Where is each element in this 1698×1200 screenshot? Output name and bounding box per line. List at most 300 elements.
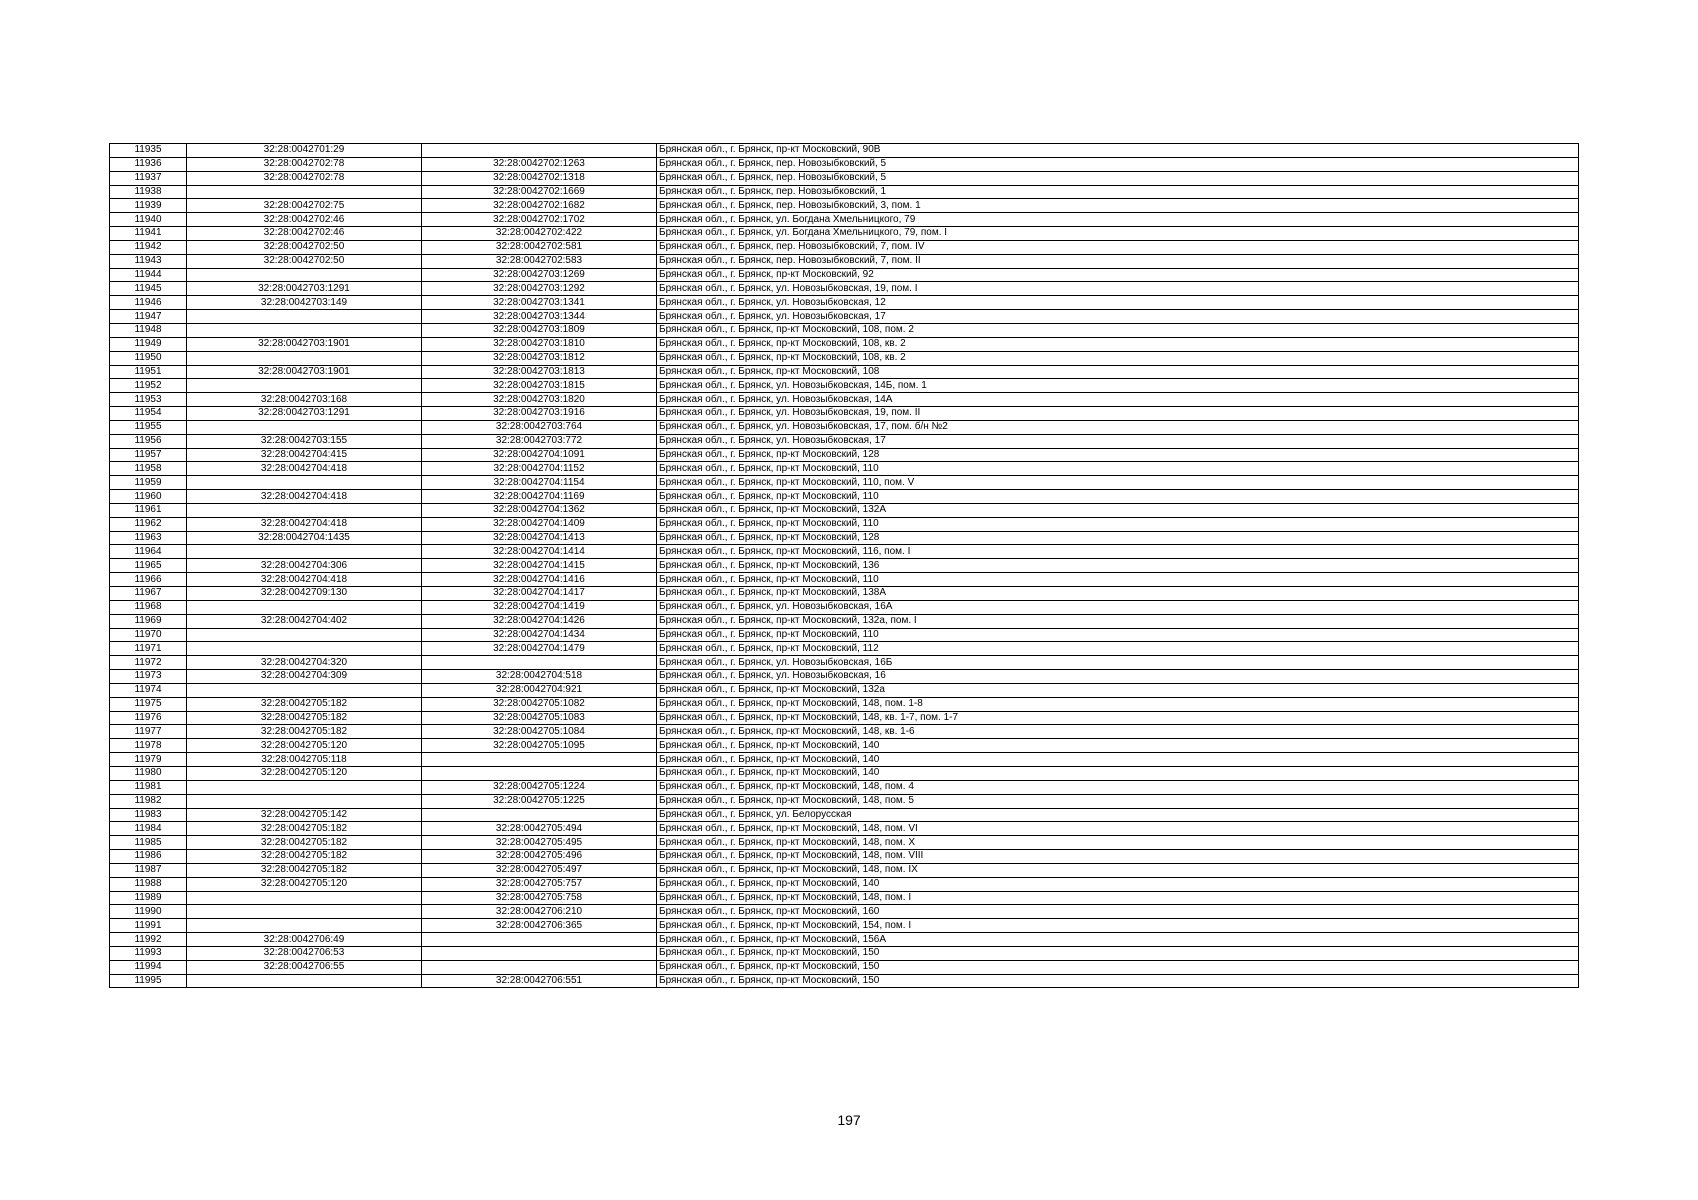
table-row <box>110 766 1579 780</box>
table-row <box>110 185 1579 199</box>
row-number-cell: 11970 <box>110 628 187 642</box>
land-cadastral-number-cell: 32:28:0042704:418 <box>187 462 422 476</box>
address-cell: Брянская обл., г. Брянск, пр-кт Московский, 108, пом. 2 <box>657 323 1579 337</box>
table-row <box>110 420 1579 434</box>
land-cadastral-number-cell <box>187 420 422 434</box>
address-cell: Брянская обл., г. Брянск, пр-кт Московский, 156А <box>657 933 1579 947</box>
building-cadastral-number-cell: 32:28:0042702:422 <box>422 227 657 241</box>
land-cadastral-number-cell: 32:28:0042705:182 <box>187 697 422 711</box>
row-number-cell: 11975 <box>110 697 187 711</box>
building-cadastral-number-cell <box>422 656 657 670</box>
land-cadastral-number-cell: 32:28:0042703:1291 <box>187 282 422 296</box>
address-cell: Брянская обл., г. Брянск, пр-кт Московский, 132а, пом. I <box>657 614 1579 628</box>
row-number-cell: 11967 <box>110 587 187 601</box>
land-cadastral-number-cell <box>187 891 422 905</box>
row-number-cell: 11995 <box>110 974 187 988</box>
row-number-cell: 11966 <box>110 573 187 587</box>
address-cell: Брянская обл., г. Брянск, пр-кт Московский, 148, пом. 1-8 <box>657 697 1579 711</box>
address-cell: Брянская обл., г. Брянск, ул. Новозыбковская, 14Б, пом. 1 <box>657 379 1579 393</box>
address-cell: Брянская обл., г. Брянск, ул. Новозыбковская, 17, пом. б/н №2 <box>657 420 1579 434</box>
table-row <box>110 946 1579 960</box>
address-cell: Брянская обл., г. Брянск, ул. Новозыбковская, 16А <box>657 600 1579 614</box>
row-number-cell: 11971 <box>110 642 187 656</box>
registry-table-body <box>110 144 1579 988</box>
table-row <box>110 850 1579 864</box>
row-number-cell: 11989 <box>110 891 187 905</box>
row-number-cell: 11978 <box>110 739 187 753</box>
row-number-cell: 11960 <box>110 490 187 504</box>
building-cadastral-number-cell: 32:28:0042705:1224 <box>422 780 657 794</box>
address-cell: Брянская обл., г. Брянск, пр-кт Московский, 160 <box>657 905 1579 919</box>
table-row <box>110 503 1579 517</box>
table-row <box>110 282 1579 296</box>
row-number-cell: 11961 <box>110 503 187 517</box>
land-cadastral-number-cell: 32:28:0042704:1435 <box>187 531 422 545</box>
row-number-cell: 11954 <box>110 407 187 421</box>
row-number-cell: 11973 <box>110 670 187 684</box>
address-cell: Брянская обл., г. Брянск, пр-кт Московский, 128 <box>657 448 1579 462</box>
row-number-cell: 11964 <box>110 545 187 559</box>
building-cadastral-number-cell: 32:28:0042704:1152 <box>422 462 657 476</box>
table-row <box>110 670 1579 684</box>
building-cadastral-number-cell: 32:28:0042705:497 <box>422 863 657 877</box>
row-number-cell: 11944 <box>110 268 187 282</box>
address-cell: Брянская обл., г. Брянск, ул. Новозыбковская, 19, пом. II <box>657 407 1579 421</box>
building-cadastral-number-cell: 32:28:0042705:496 <box>422 850 657 864</box>
address-cell: Брянская обл., г. Брянск, пер. Новозыбковский, 7, пом. IV <box>657 240 1579 254</box>
building-cadastral-number-cell <box>422 946 657 960</box>
land-cadastral-number-cell: 32:28:0042705:182 <box>187 822 422 836</box>
row-number-cell: 11941 <box>110 227 187 241</box>
row-number-cell: 11968 <box>110 600 187 614</box>
building-cadastral-number-cell: 32:28:0042703:1269 <box>422 268 657 282</box>
table-row <box>110 808 1579 822</box>
table-row <box>110 822 1579 836</box>
address-cell: Брянская обл., г. Брянск, пр-кт Московский, 148, пом. I <box>657 891 1579 905</box>
building-cadastral-number-cell: 32:28:0042704:1426 <box>422 614 657 628</box>
land-cadastral-number-cell: 32:28:0042703:168 <box>187 393 422 407</box>
row-number-cell: 11940 <box>110 213 187 227</box>
land-cadastral-number-cell: 32:28:0042702:50 <box>187 254 422 268</box>
building-cadastral-number-cell: 32:28:0042702:1263 <box>422 157 657 171</box>
building-cadastral-number-cell: 32:28:0042704:921 <box>422 683 657 697</box>
table-row <box>110 407 1579 421</box>
address-cell: Брянская обл., г. Брянск, пр-кт Московский, 90В <box>657 144 1579 158</box>
building-cadastral-number-cell: 32:28:0042706:210 <box>422 905 657 919</box>
address-cell: Брянская обл., г. Брянск, ул. Новозыбковская, 14А <box>657 393 1579 407</box>
row-number-cell: 11994 <box>110 960 187 974</box>
address-cell: Брянская обл., г. Брянск, ул. Богдана Хмельницкого, 79 <box>657 213 1579 227</box>
building-cadastral-number-cell: 32:28:0042704:1415 <box>422 559 657 573</box>
building-cadastral-number-cell: 32:28:0042704:1414 <box>422 545 657 559</box>
address-cell: Брянская обл., г. Брянск, пр-кт Московский, 148, пом. X <box>657 836 1579 850</box>
land-cadastral-number-cell: 32:28:0042702:78 <box>187 157 422 171</box>
land-cadastral-number-cell: 32:28:0042704:320 <box>187 656 422 670</box>
row-number-cell: 11976 <box>110 711 187 725</box>
row-number-cell: 11990 <box>110 905 187 919</box>
row-number-cell: 11953 <box>110 393 187 407</box>
address-cell: Брянская обл., г. Брянск, пер. Новозыбковский, 1 <box>657 185 1579 199</box>
address-cell: Брянская обл., г. Брянск, ул. Новозыбковская, 16Б <box>657 656 1579 670</box>
row-number-cell: 11988 <box>110 877 187 891</box>
table-row <box>110 587 1579 601</box>
table-row <box>110 974 1579 988</box>
building-cadastral-number-cell: 32:28:0042705:495 <box>422 836 657 850</box>
table-row <box>110 559 1579 573</box>
table-row <box>110 614 1579 628</box>
building-cadastral-number-cell: 32:28:0042703:772 <box>422 434 657 448</box>
building-cadastral-number-cell <box>422 960 657 974</box>
building-cadastral-number-cell: 32:28:0042702:1682 <box>422 199 657 213</box>
address-cell: Брянская обл., г. Брянск, пр-кт Московский, 148, кв. 1-6 <box>657 725 1579 739</box>
table-row <box>110 794 1579 808</box>
address-cell: Брянская обл., г. Брянск, пр-кт Московский, 132А <box>657 503 1579 517</box>
land-cadastral-number-cell: 32:28:0042705:182 <box>187 850 422 864</box>
land-cadastral-number-cell: 32:28:0042704:418 <box>187 517 422 531</box>
table-row <box>110 739 1579 753</box>
land-cadastral-number-cell: 32:28:0042704:306 <box>187 559 422 573</box>
building-cadastral-number-cell: 32:28:0042704:1434 <box>422 628 657 642</box>
building-cadastral-number-cell <box>422 144 657 158</box>
table-row <box>110 351 1579 365</box>
address-cell: Брянская обл., г. Брянск, пр-кт Московский, 110 <box>657 517 1579 531</box>
table-row <box>110 199 1579 213</box>
row-number-cell: 11993 <box>110 946 187 960</box>
address-cell: Брянская обл., г. Брянск, пр-кт Московский, 132а <box>657 683 1579 697</box>
table-row <box>110 379 1579 393</box>
building-cadastral-number-cell: 32:28:0042706:551 <box>422 974 657 988</box>
building-cadastral-number-cell: 32:28:0042704:1169 <box>422 490 657 504</box>
building-cadastral-number-cell: 32:28:0042703:1916 <box>422 407 657 421</box>
building-cadastral-number-cell: 32:28:0042703:1815 <box>422 379 657 393</box>
land-cadastral-number-cell: 32:28:0042704:402 <box>187 614 422 628</box>
building-cadastral-number-cell: 32:28:0042704:1417 <box>422 587 657 601</box>
land-cadastral-number-cell: 32:28:0042705:142 <box>187 808 422 822</box>
table-row <box>110 725 1579 739</box>
row-number-cell: 11946 <box>110 296 187 310</box>
land-cadastral-number-cell: 32:28:0042705:120 <box>187 739 422 753</box>
land-cadastral-number-cell <box>187 323 422 337</box>
land-cadastral-number-cell: 32:28:0042702:78 <box>187 171 422 185</box>
table-row <box>110 891 1579 905</box>
building-cadastral-number-cell: 32:28:0042705:1084 <box>422 725 657 739</box>
address-cell: Брянская обл., г. Брянск, пр-кт Московский, 150 <box>657 960 1579 974</box>
address-cell: Брянская обл., г. Брянск, пр-кт Московский, 140 <box>657 877 1579 891</box>
row-number-cell: 11937 <box>110 171 187 185</box>
building-cadastral-number-cell: 32:28:0042703:1820 <box>422 393 657 407</box>
building-cadastral-number-cell: 32:28:0042705:1225 <box>422 794 657 808</box>
land-cadastral-number-cell: 32:28:0042704:309 <box>187 670 422 684</box>
address-cell: Брянская обл., г. Брянск, пр-кт Московский, 140 <box>657 739 1579 753</box>
row-number-cell: 11938 <box>110 185 187 199</box>
building-cadastral-number-cell: 32:28:0042703:1292 <box>422 282 657 296</box>
table-row <box>110 517 1579 531</box>
row-number-cell: 11936 <box>110 157 187 171</box>
address-cell: Брянская обл., г. Брянск, пр-кт Московский, 148, кв. 1-7, пом. 1-7 <box>657 711 1579 725</box>
building-cadastral-number-cell: 32:28:0042703:1812 <box>422 351 657 365</box>
row-number-cell: 11963 <box>110 531 187 545</box>
building-cadastral-number-cell: 32:28:0042702:1318 <box>422 171 657 185</box>
building-cadastral-number-cell: 32:28:0042702:1669 <box>422 185 657 199</box>
land-cadastral-number-cell: 32:28:0042704:418 <box>187 573 422 587</box>
building-cadastral-number-cell: 32:28:0042704:1413 <box>422 531 657 545</box>
land-cadastral-number-cell: 32:28:0042702:75 <box>187 199 422 213</box>
land-cadastral-number-cell <box>187 600 422 614</box>
land-cadastral-number-cell: 32:28:0042702:46 <box>187 227 422 241</box>
land-cadastral-number-cell: 32:28:0042706:55 <box>187 960 422 974</box>
row-number-cell: 11981 <box>110 780 187 794</box>
land-cadastral-number-cell: 32:28:0042703:149 <box>187 296 422 310</box>
row-number-cell: 11956 <box>110 434 187 448</box>
address-cell: Брянская обл., г. Брянск, пр-кт Московский, 110 <box>657 490 1579 504</box>
land-cadastral-number-cell: 32:28:0042702:46 <box>187 213 422 227</box>
address-cell: Брянская обл., г. Брянск, пр-кт Московский, 148, пом. 5 <box>657 794 1579 808</box>
address-cell: Брянская обл., г. Брянск, пр-кт Московский, 140 <box>657 753 1579 767</box>
address-cell: Брянская обл., г. Брянск, ул. Богдана Хмельницкого, 79, пом. I <box>657 227 1579 241</box>
building-cadastral-number-cell: 32:28:0042704:1091 <box>422 448 657 462</box>
table-row <box>110 434 1579 448</box>
land-cadastral-number-cell <box>187 905 422 919</box>
row-number-cell: 11974 <box>110 683 187 697</box>
address-cell: Брянская обл., г. Брянск, пр-кт Московский, 150 <box>657 974 1579 988</box>
table-row <box>110 144 1579 158</box>
table-row <box>110 227 1579 241</box>
table-row <box>110 365 1579 379</box>
land-cadastral-number-cell <box>187 642 422 656</box>
row-number-cell: 11987 <box>110 863 187 877</box>
building-cadastral-number-cell: 32:28:0042704:1362 <box>422 503 657 517</box>
address-cell: Брянская обл., г. Брянск, пр-кт Московский, 128 <box>657 531 1579 545</box>
building-cadastral-number-cell: 32:28:0042703:764 <box>422 420 657 434</box>
land-cadastral-number-cell <box>187 268 422 282</box>
land-cadastral-number-cell <box>187 351 422 365</box>
land-cadastral-number-cell: 32:28:0042704:418 <box>187 490 422 504</box>
address-cell: Брянская обл., г. Брянск, пр-кт Московский, 148, пом. 4 <box>657 780 1579 794</box>
table-row <box>110 697 1579 711</box>
row-number-cell: 11948 <box>110 323 187 337</box>
table-row <box>110 531 1579 545</box>
row-number-cell: 11958 <box>110 462 187 476</box>
table-row <box>110 600 1579 614</box>
land-cadastral-number-cell: 32:28:0042703:1291 <box>187 407 422 421</box>
land-cadastral-number-cell: 32:28:0042709:130 <box>187 587 422 601</box>
table-row <box>110 836 1579 850</box>
page-number: 197 <box>837 1112 861 1128</box>
row-number-cell: 11986 <box>110 850 187 864</box>
row-number-cell: 11965 <box>110 559 187 573</box>
address-cell: Брянская обл., г. Брянск, пр-кт Московский, 150 <box>657 946 1579 960</box>
land-cadastral-number-cell: 32:28:0042706:49 <box>187 933 422 947</box>
address-cell: Брянская обл., г. Брянск, ул. Новозыбковская, 19, пом. I <box>657 282 1579 296</box>
building-cadastral-number-cell: 32:28:0042705:757 <box>422 877 657 891</box>
building-cadastral-number-cell: 32:28:0042705:1083 <box>422 711 657 725</box>
address-cell: Брянская обл., г. Брянск, пр-кт Московский, 110, пом. V <box>657 476 1579 490</box>
land-cadastral-number-cell <box>187 780 422 794</box>
table-row <box>110 157 1579 171</box>
table-row <box>110 462 1579 476</box>
table-row <box>110 323 1579 337</box>
row-number-cell: 11947 <box>110 310 187 324</box>
table-row <box>110 933 1579 947</box>
land-cadastral-number-cell: 32:28:0042705:120 <box>187 766 422 780</box>
building-cadastral-number-cell: 32:28:0042704:1479 <box>422 642 657 656</box>
row-number-cell: 11942 <box>110 240 187 254</box>
land-cadastral-number-cell: 32:28:0042703:155 <box>187 434 422 448</box>
building-cadastral-number-cell: 32:28:0042704:1409 <box>422 517 657 531</box>
row-number-cell: 11945 <box>110 282 187 296</box>
table-row <box>110 573 1579 587</box>
land-cadastral-number-cell <box>187 683 422 697</box>
row-number-cell: 11979 <box>110 753 187 767</box>
address-cell: Брянская обл., г. Брянск, ул. Новозыбковская, 12 <box>657 296 1579 310</box>
table-row <box>110 642 1579 656</box>
row-number-cell: 11982 <box>110 794 187 808</box>
table-row <box>110 545 1579 559</box>
building-cadastral-number-cell: 32:28:0042704:1419 <box>422 600 657 614</box>
land-cadastral-number-cell: 32:28:0042703:1901 <box>187 337 422 351</box>
land-cadastral-number-cell: 32:28:0042705:118 <box>187 753 422 767</box>
row-number-cell: 11962 <box>110 517 187 531</box>
table-row <box>110 960 1579 974</box>
land-cadastral-number-cell: 32:28:0042705:182 <box>187 836 422 850</box>
building-cadastral-number-cell <box>422 753 657 767</box>
address-cell: Брянская обл., г. Брянск, пр-кт Московский, 110 <box>657 462 1579 476</box>
building-cadastral-number-cell <box>422 808 657 822</box>
table-row <box>110 656 1579 670</box>
row-number-cell: 11983 <box>110 808 187 822</box>
building-cadastral-number-cell: 32:28:0042705:494 <box>422 822 657 836</box>
row-number-cell: 11951 <box>110 365 187 379</box>
row-number-cell: 11959 <box>110 476 187 490</box>
land-cadastral-number-cell <box>187 476 422 490</box>
table-row <box>110 919 1579 933</box>
building-cadastral-number-cell: 32:28:0042702:581 <box>422 240 657 254</box>
land-cadastral-number-cell <box>187 545 422 559</box>
row-number-cell: 11985 <box>110 836 187 850</box>
row-number-cell: 11949 <box>110 337 187 351</box>
table-row <box>110 240 1579 254</box>
building-cadastral-number-cell <box>422 933 657 947</box>
table-row <box>110 310 1579 324</box>
table-row <box>110 448 1579 462</box>
row-number-cell: 11980 <box>110 766 187 780</box>
land-cadastral-number-cell: 32:28:0042703:1901 <box>187 365 422 379</box>
address-cell: Брянская обл., г. Брянск, пр-кт Московский, 110 <box>657 628 1579 642</box>
address-cell: Брянская обл., г. Брянск, пер. Новозыбковский, 3, пом. 1 <box>657 199 1579 213</box>
building-cadastral-number-cell: 32:28:0042702:583 <box>422 254 657 268</box>
land-cadastral-number-cell: 32:28:0042704:415 <box>187 448 422 462</box>
land-cadastral-number-cell <box>187 919 422 933</box>
row-number-cell: 11950 <box>110 351 187 365</box>
table-row <box>110 268 1579 282</box>
land-cadastral-number-cell: 32:28:0042702:50 <box>187 240 422 254</box>
row-number-cell: 11957 <box>110 448 187 462</box>
land-cadastral-number-cell <box>187 379 422 393</box>
row-number-cell: 11984 <box>110 822 187 836</box>
address-cell: Брянская обл., г. Брянск, ул. Белорусская <box>657 808 1579 822</box>
address-cell: Брянская обл., г. Брянск, пр-кт Московский, 116, пом. I <box>657 545 1579 559</box>
table-row <box>110 213 1579 227</box>
row-number-cell: 11969 <box>110 614 187 628</box>
land-cadastral-number-cell: 32:28:0042705:182 <box>187 711 422 725</box>
building-cadastral-number-cell: 32:28:0042705:758 <box>422 891 657 905</box>
address-cell: Брянская обл., г. Брянск, пр-кт Московский, 140 <box>657 766 1579 780</box>
building-cadastral-number-cell: 32:28:0042704:1416 <box>422 573 657 587</box>
building-cadastral-number-cell: 32:28:0042704:1154 <box>422 476 657 490</box>
table-row <box>110 863 1579 877</box>
table-row <box>110 254 1579 268</box>
address-cell: Брянская обл., г. Брянск, пер. Новозыбковский, 7, пом. II <box>657 254 1579 268</box>
address-cell: Брянская обл., г. Брянск, пр-кт Московский, 112 <box>657 642 1579 656</box>
row-number-cell: 11943 <box>110 254 187 268</box>
land-cadastral-number-cell <box>187 974 422 988</box>
building-cadastral-number-cell: 32:28:0042703:1344 <box>422 310 657 324</box>
table-row <box>110 905 1579 919</box>
land-cadastral-number-cell <box>187 185 422 199</box>
table-row <box>110 476 1579 490</box>
table-row <box>110 171 1579 185</box>
address-cell: Брянская обл., г. Брянск, ул. Новозыбковская, 17 <box>657 310 1579 324</box>
row-number-cell: 11992 <box>110 933 187 947</box>
address-cell: Брянская обл., г. Брянск, ул. Новозыбковская, 16 <box>657 670 1579 684</box>
table-row <box>110 628 1579 642</box>
building-cadastral-number-cell: 32:28:0042705:1082 <box>422 697 657 711</box>
land-cadastral-number-cell: 32:28:0042706:53 <box>187 946 422 960</box>
table-row <box>110 753 1579 767</box>
row-number-cell: 11955 <box>110 420 187 434</box>
building-cadastral-number-cell: 32:28:0042703:1809 <box>422 323 657 337</box>
registry-table <box>109 143 1579 988</box>
address-cell: Брянская обл., г. Брянск, пр-кт Московский, 108 <box>657 365 1579 379</box>
building-cadastral-number-cell: 32:28:0042702:1702 <box>422 213 657 227</box>
table-row <box>110 683 1579 697</box>
table-row <box>110 877 1579 891</box>
table-row <box>110 296 1579 310</box>
table-row <box>110 490 1579 504</box>
row-number-cell: 11952 <box>110 379 187 393</box>
table-row <box>110 337 1579 351</box>
building-cadastral-number-cell: 32:28:0042706:365 <box>422 919 657 933</box>
building-cadastral-number-cell: 32:28:0042705:1095 <box>422 739 657 753</box>
building-cadastral-number-cell <box>422 766 657 780</box>
building-cadastral-number-cell: 32:28:0042703:1341 <box>422 296 657 310</box>
building-cadastral-number-cell: 32:28:0042703:1813 <box>422 365 657 379</box>
address-cell: Брянская обл., г. Брянск, пр-кт Московский, 148, пом. VIII <box>657 850 1579 864</box>
row-number-cell: 11939 <box>110 199 187 213</box>
address-cell: Брянская обл., г. Брянск, пр-кт Московский, 148, пом. IX <box>657 863 1579 877</box>
row-number-cell: 11991 <box>110 919 187 933</box>
address-cell: Брянская обл., г. Брянск, пр-кт Московский, 108, кв. 2 <box>657 337 1579 351</box>
address-cell: Брянская обл., г. Брянск, пр-кт Московский, 138А <box>657 587 1579 601</box>
address-cell: Брянская обл., г. Брянск, пер. Новозыбковский, 5 <box>657 171 1579 185</box>
land-cadastral-number-cell <box>187 310 422 324</box>
land-cadastral-number-cell <box>187 628 422 642</box>
land-cadastral-number-cell <box>187 503 422 517</box>
row-number-cell: 11977 <box>110 725 187 739</box>
address-cell: Брянская обл., г. Брянск, ул. Новозыбковская, 17 <box>657 434 1579 448</box>
land-cadastral-number-cell: 32:28:0042705:120 <box>187 877 422 891</box>
table-row <box>110 393 1579 407</box>
address-cell: Брянская обл., г. Брянск, пер. Новозыбковский, 5 <box>657 157 1579 171</box>
building-cadastral-number-cell: 32:28:0042703:1810 <box>422 337 657 351</box>
row-number-cell: 11935 <box>110 144 187 158</box>
address-cell: Брянская обл., г. Брянск, пр-кт Московский, 154, пом. I <box>657 919 1579 933</box>
land-cadastral-number-cell: 32:28:0042701:29 <box>187 144 422 158</box>
row-number-cell: 11972 <box>110 656 187 670</box>
address-cell: Брянская обл., г. Брянск, пр-кт Московский, 92 <box>657 268 1579 282</box>
land-cadastral-number-cell: 32:28:0042705:182 <box>187 863 422 877</box>
land-cadastral-number-cell: 32:28:0042705:182 <box>187 725 422 739</box>
